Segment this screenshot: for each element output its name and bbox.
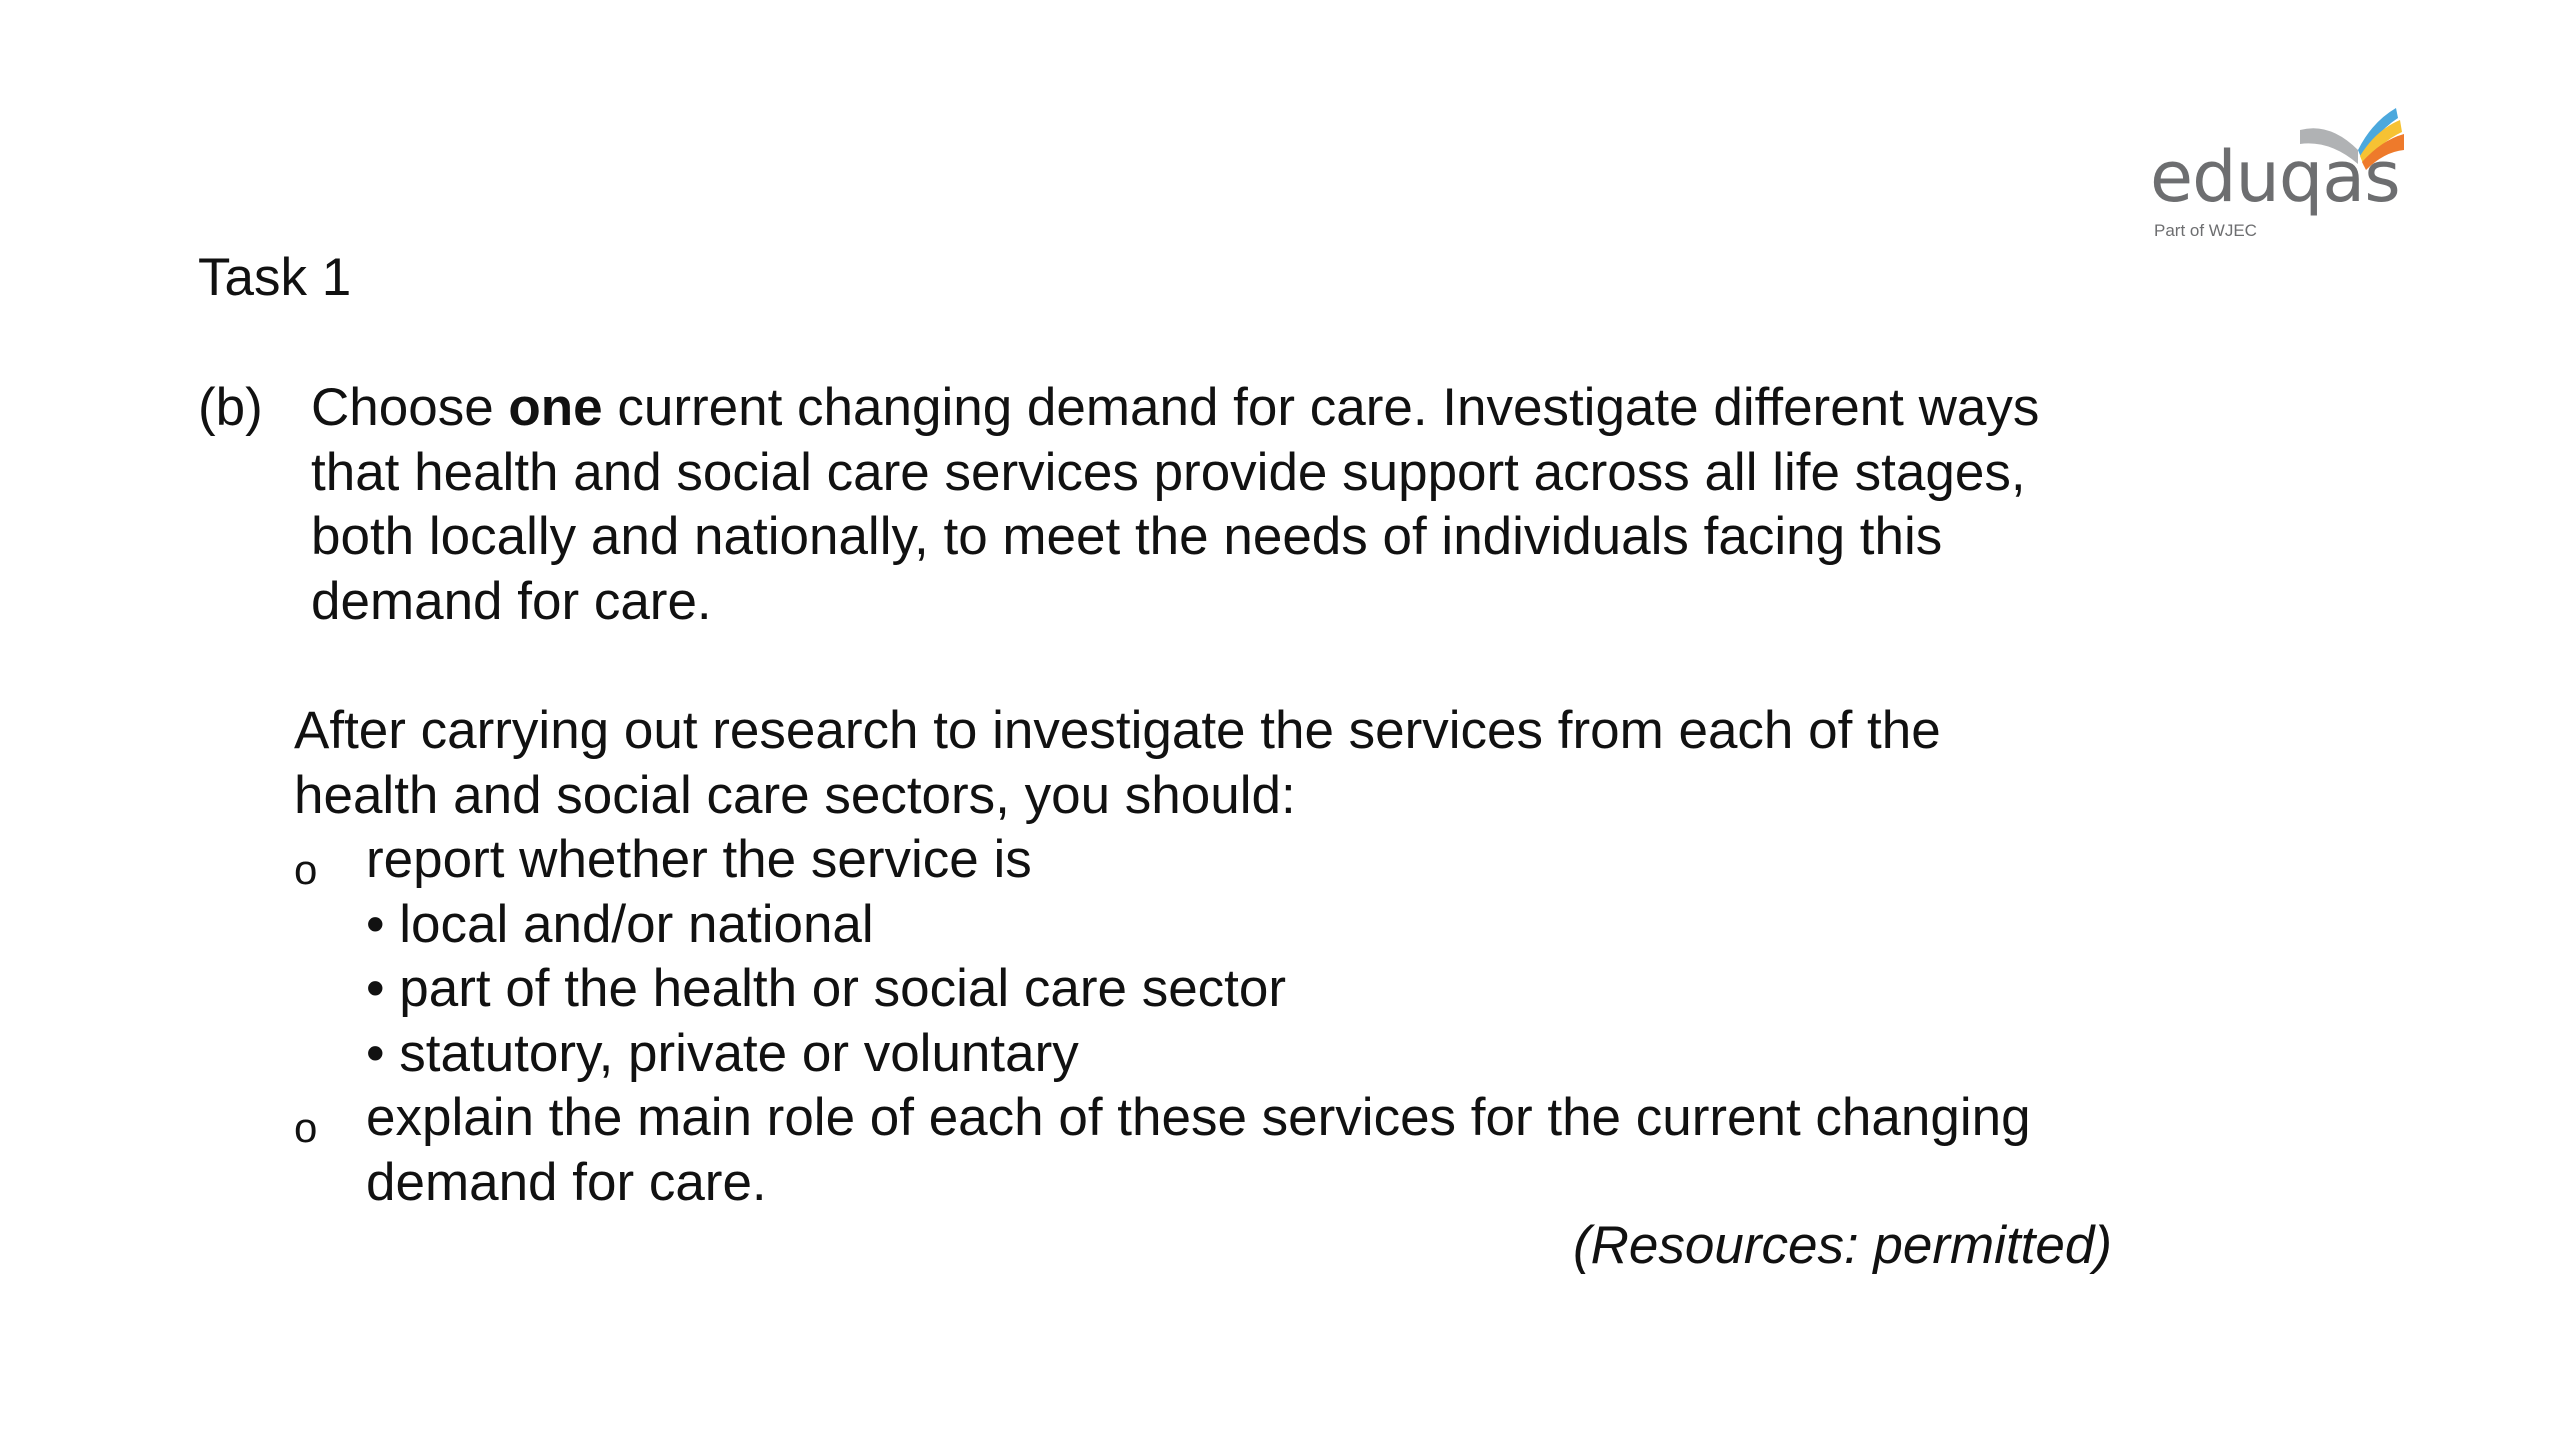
logo-tagline: Part of WJEC — [2154, 221, 2257, 240]
eduqas-logo — [2150, 100, 2410, 250]
question-pre: Choose — [311, 378, 509, 437]
list-item-text: report whether the service is — [366, 830, 1032, 889]
logo-wordmark: eduqas — [2150, 136, 2400, 218]
question-text — [311, 376, 2141, 634]
sub-item: • part of the health or social care sector — [366, 959, 1287, 1018]
sub-item: • statutory, private or voluntary — [366, 1024, 1079, 1083]
list-marker: o — [294, 846, 318, 893]
part-label: (b) — [198, 378, 263, 437]
sub-item: • local and/or national — [366, 895, 874, 954]
question-emphasis: one — [508, 378, 603, 437]
resources-note: (Resources: permitted) — [1572, 1216, 2112, 1275]
task-title: Task 1 — [198, 248, 352, 307]
list-item-text: explain the main role of each of these services for the current changing demand for care. — [366, 1088, 2031, 1212]
list-marker: o — [294, 1104, 318, 1151]
instructions-intro: After carrying out research to investigate the services from each of the health and social care sectors, you should: — [294, 701, 1941, 825]
question-post: current changing demand for care. Investigate different ways that health and social care services provide support across all life stages, both locally and nationally, to meet the needs of individuals facing this demand for care. — [311, 378, 2040, 631]
